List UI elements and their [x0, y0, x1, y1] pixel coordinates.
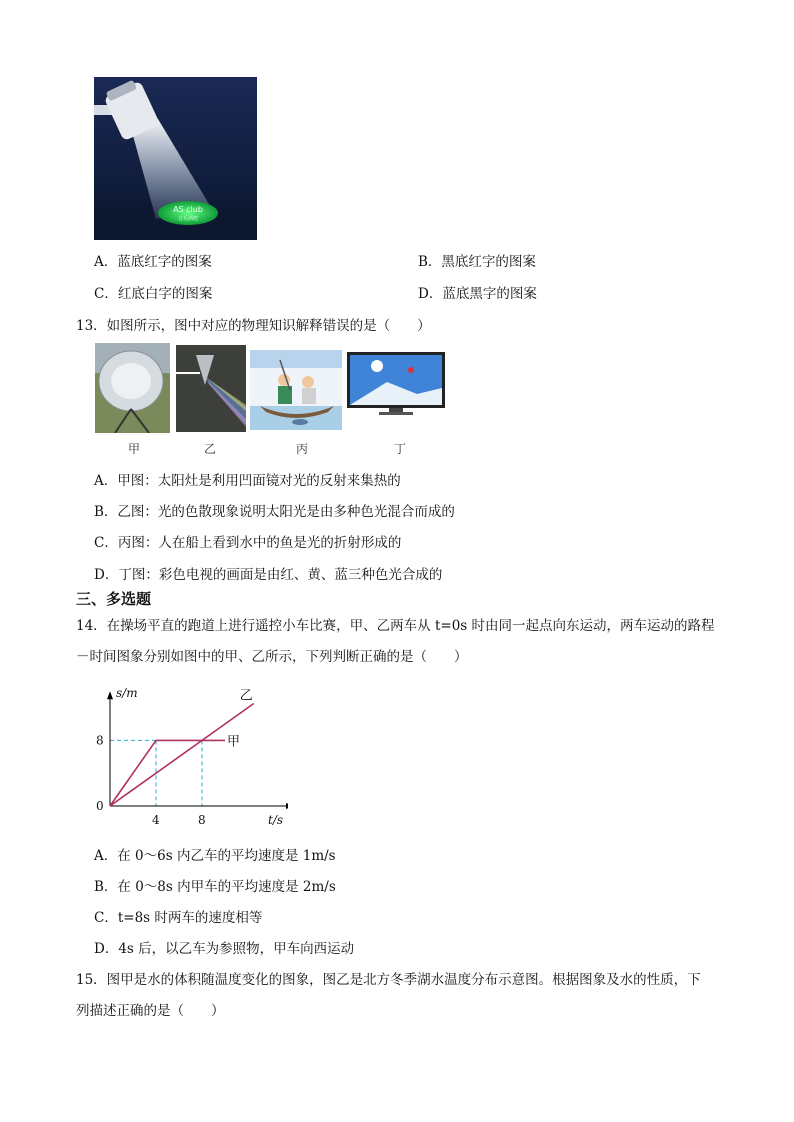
- x-tick-0: 0: [96, 799, 104, 813]
- y-axis-arrow: [107, 691, 113, 699]
- x-axis-arrow: [286, 803, 288, 809]
- q14-stem-line2: －时间图象分别如图中的甲、乙所示，下列判断正确的是（ ）: [76, 649, 468, 665]
- q13-stem: 13．如图所示，图中对应的物理知识解释错误的是（ ）: [76, 318, 431, 334]
- q14-option-d[interactable]: D．4s 后，以乙车为参照物，甲车向西运动: [94, 941, 355, 957]
- y-tick-8: 8: [96, 733, 104, 748]
- caption-bing: 丙: [296, 442, 309, 456]
- projector-image: [94, 77, 257, 240]
- q12-option-d[interactable]: D．蓝底黑字的图案: [418, 286, 537, 302]
- series-line-yi: [110, 704, 254, 807]
- prism-dispersion-image: [176, 345, 246, 432]
- q14-option-a[interactable]: A．在 0～6s 内乙车的平均速度是 1m/s: [94, 848, 336, 864]
- projector-logo-sub: 音乐酒吧: [177, 216, 199, 222]
- q15-stem-line1: 15．图甲是水的体积随温度变化的图象，图乙是北方冬季湖水温度分布示意图。根据图象及水的性质，下: [76, 972, 701, 988]
- caption-ding: 丁: [394, 442, 407, 456]
- solar-cooker-image: [95, 343, 170, 433]
- series-label-yi: 乙: [239, 688, 253, 704]
- q13-option-b[interactable]: B．乙图：光的色散现象说明太阳光是由多种色光混合而成的: [94, 504, 455, 520]
- series-label-jia: 甲: [227, 734, 241, 750]
- section-title-multiple-choice: 三、多选题: [76, 590, 152, 608]
- caption-yi: 乙: [204, 442, 217, 456]
- q15-stem-line2: 列描述正确的是（ ）: [76, 1003, 225, 1019]
- y-axis-label: s/m: [116, 686, 138, 701]
- q13-option-a[interactable]: A．甲图：太阳灶是利用凹面镜对光的反射来集热的: [94, 473, 401, 489]
- color-tv-image: [347, 352, 445, 416]
- caption-jia: 甲: [128, 442, 141, 456]
- q14-option-c[interactable]: C．t=8s 时两车的速度相等: [94, 910, 263, 926]
- q13-option-d[interactable]: D．丁图：彩色电视的画面是由红、黄、蓝三种色光合成的: [94, 567, 443, 583]
- q12-option-c[interactable]: C．红底白字的图案: [94, 286, 213, 302]
- x-tick-8: 8: [198, 813, 206, 827]
- series-line-jia: [110, 740, 225, 806]
- projector-logo-text: AS club: [173, 205, 203, 214]
- q13-option-c[interactable]: C．丙图：人在船上看到水中的鱼是光的折射形成的: [94, 535, 402, 551]
- x-axis-label: t/s: [268, 813, 284, 827]
- q14-option-b[interactable]: B．在 0～8s 内甲车的平均速度是 2m/s: [94, 879, 336, 895]
- st-graph: [88, 672, 288, 832]
- q14-stem-line1: 14．在操场平直的跑道上进行遥控小车比赛，甲、乙两车从 t=0s 时由同一起点向东运动，两车运动的路程: [76, 618, 715, 634]
- x-tick-4: 4: [152, 813, 160, 827]
- q12-option-b[interactable]: B．黑底红字的图案: [418, 254, 536, 270]
- q12-option-a[interactable]: A．蓝底红字的图案: [94, 254, 212, 270]
- boat-fishing-image: [250, 350, 342, 430]
